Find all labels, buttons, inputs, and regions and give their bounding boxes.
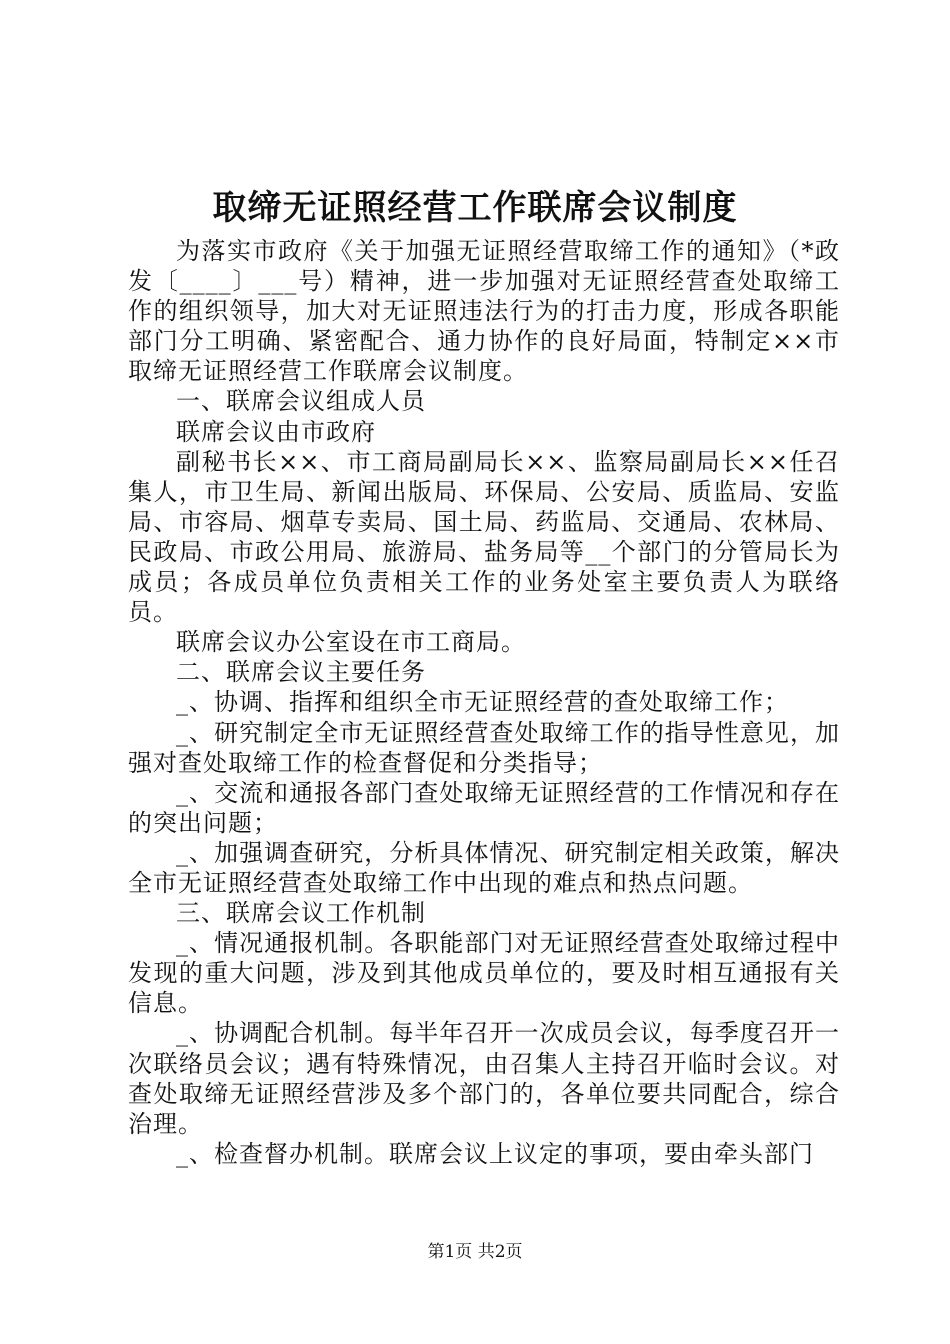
heading-section-1: 一、联席会议组成人员 bbox=[176, 387, 426, 416]
list-item: _、检查督办机制。联席会议上议定的事项，要由牵头部门 bbox=[176, 1139, 814, 1168]
list-item: _、交流和通报各部门查处取缔无证照经营的工作情况和存在的突出问题； bbox=[128, 778, 840, 837]
document-body bbox=[128, 236, 840, 1169]
list-item: _、协调、指挥和组织全市无证照经营的查处取缔工作； bbox=[176, 688, 789, 717]
paragraph: 联席会议办公室设在市工商局。 bbox=[176, 628, 526, 657]
heading-section-3: 三、联席会议工作机制 bbox=[176, 899, 426, 928]
heading-section-2: 二、联席会议主要任务 bbox=[176, 658, 426, 687]
list-item: _、研究制定全市无证照经营查处取缔工作的指导性意见，加强对查处取缔工作的检查督促和分类指导； bbox=[128, 718, 840, 777]
paragraph: 副秘书长××、市工商局副局长××、监察局副局长××任召集人，市卫生局、新闻出版局、环保局、公安局、质监局、安监局、市容局、烟草专卖局、国土局、药监局、交通局、农林局、民政局、市政公用局、旅游局、盐务局等__个部门的分管局长为成员；各成员单位负责相关工作的业务处室主要负责人为联络员。 bbox=[128, 447, 840, 627]
document-title: 取缔无证照经营工作联席会议制度 bbox=[212, 188, 738, 228]
list-item: _、协调配合机制。每半年召开一次成员会议，每季度召开一次联络员会议；遇有特殊情况，由召集人主持召开临时会议。对查处取缔无证照经营涉及多个部门的，各单位要共同配合，综合治理。 bbox=[128, 1019, 840, 1138]
paragraph-intro: 为落实市政府《关于加强无证照经营取缔工作的通知》（*政发〔____〕___号）精神，进一步加强对无证照经营查处取缔工作的组织领导，加大对无证照违法行为的打击力度，形成各职能部门分工明确、紧密配合、通力协作的良好局面，特制定××市取缔无证照经营工作联席会议制度。 bbox=[128, 237, 840, 386]
page-number-footer: 第1页 共2页 bbox=[427, 1242, 523, 1262]
paragraph: 联席会议由市政府 bbox=[176, 417, 376, 446]
list-item: _、情况通报机制。各职能部门对无证照经营查处取缔过程中发现的重大问题，涉及到其他成员单位的，要及时相互通报有关信息。 bbox=[128, 929, 840, 1018]
list-item: _、加强调查研究，分析具体情况、研究制定相关政策，解决全市无证照经营查处取缔工作中出现的难点和热点问题。 bbox=[128, 838, 840, 897]
